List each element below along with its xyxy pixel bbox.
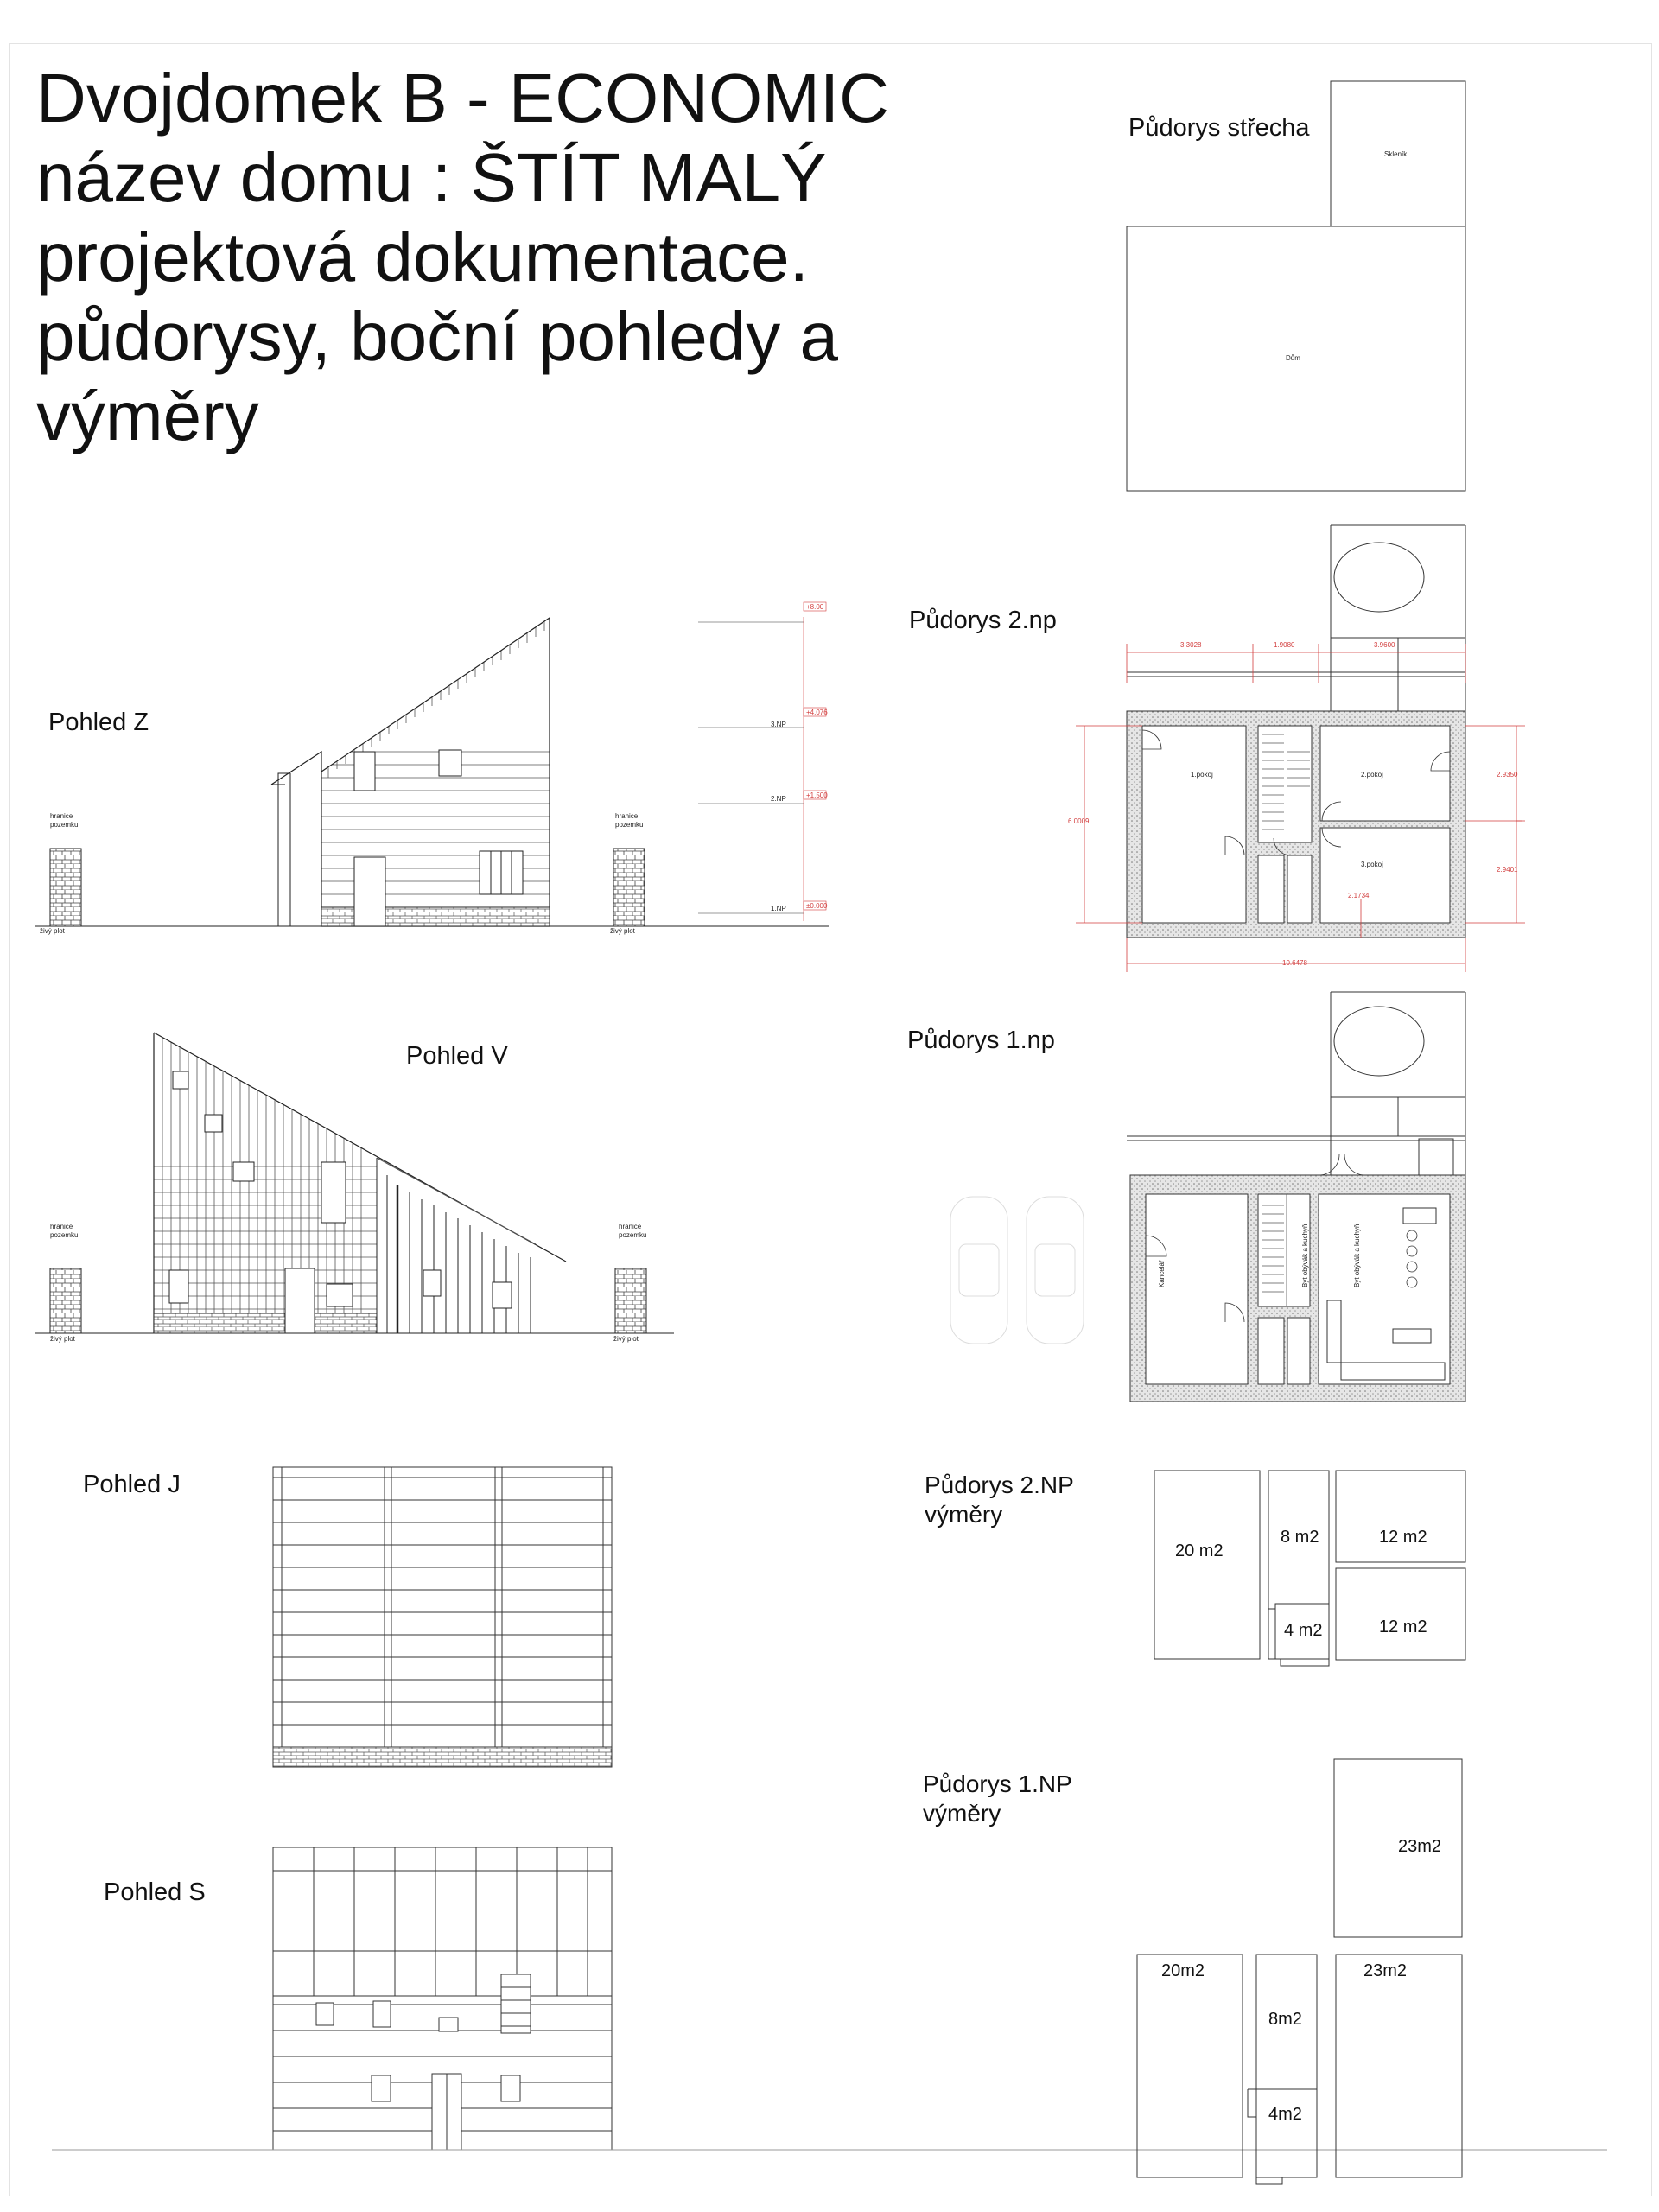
area-1np-room-4: 23m2 (1363, 1961, 1408, 1980)
level-mark-ground: ±0.000 (806, 902, 828, 910)
title-line-3: projektová dokumentace. (36, 219, 809, 296)
room-1np-flat-a: Byt obývák a kuchyň (1301, 1224, 1309, 1287)
elevation-north (273, 1847, 612, 2150)
elevation-east (35, 1028, 674, 1335)
east-boundary-left-2: pozemku (50, 1231, 79, 1239)
room-2np-1: 1.pokoj (1191, 771, 1213, 779)
roof-label-greenhouse: Skleník (1384, 150, 1408, 158)
view-label-north: Pohled S (104, 1878, 206, 1906)
view-label-west: Pohled Z (48, 709, 149, 736)
area-title-1np-line1: Půdorys 1.NP (923, 1770, 1072, 1797)
area-1np-room-3: 8m2 (1268, 2010, 1302, 2029)
room-2np-3: 3.pokoj (1361, 861, 1383, 868)
area-2np-room-1: 20 m2 (1175, 1541, 1224, 1560)
plan-label-1np: Půdorys 1.np (907, 1027, 1055, 1054)
west-boundary-left-2: pozemku (50, 821, 79, 829)
area-1np-room-1: 23m2 (1398, 1837, 1442, 1856)
west-boundary-left-1: hranice (50, 812, 73, 820)
dim-2np-depth-right-lower: 2.9401 (1497, 866, 1518, 874)
west-boundary-right-1: hranice (615, 812, 639, 820)
floor-plan-2np (1076, 525, 1525, 972)
roof-label-house: Dům (1286, 354, 1300, 362)
area-1np-room-5: 4m2 (1268, 2105, 1302, 2124)
level-name-3np: 3.NP (771, 721, 786, 728)
parked-cars-outline (950, 1197, 1084, 1344)
east-boundary-left-1: hranice (50, 1223, 73, 1230)
west-boundary-right-2: pozemku (615, 821, 644, 829)
title-line-4: půdorysy, boční pohledy a (36, 298, 839, 375)
area-title-2np-line1: Půdorys 2.NP (925, 1471, 1074, 1498)
elevation-south (273, 1467, 612, 1767)
east-boundary-right-2: pozemku (619, 1231, 647, 1239)
view-label-south: Pohled J (83, 1471, 181, 1498)
title-line-5: výměry (36, 378, 259, 454)
area-1np-room-2: 20m2 (1161, 1961, 1205, 1980)
view-label-east: Pohled V (406, 1042, 508, 1070)
dim-2np-width-3: 3.9600 (1374, 641, 1395, 649)
level-mark-2np: +1.500 (806, 791, 828, 799)
elevation-west (35, 602, 830, 926)
title-line-1: Dvojdomek B - ECONOMIC (36, 60, 889, 137)
dim-2np-width-1: 3.3028 (1180, 641, 1202, 649)
level-name-1np: 1.NP (771, 905, 786, 912)
west-hedge-right: živý plot (610, 927, 635, 935)
dim-2np-depth-left: 6.0009 (1068, 817, 1090, 825)
room-1np-flat-b: Byt obývák a kuchyň (1353, 1224, 1361, 1287)
title-line-2: název domu : ŠTÍT MALÝ (36, 139, 827, 216)
roof-plan (1127, 81, 1465, 491)
east-boundary-right-1: hranice (619, 1223, 642, 1230)
east-hedge-left: živý plot (50, 1335, 75, 1343)
plan-label-2np: Půdorys 2.np (909, 607, 1057, 634)
area-2np-room-2: 8 m2 (1281, 1528, 1319, 1547)
area-title-2np-line2: výměry (925, 1501, 1003, 1528)
dim-2np-inner: 2.1734 (1348, 892, 1370, 899)
area-2np-room-4: 4 m2 (1284, 1621, 1323, 1640)
level-mark-3np: +4.076 (806, 709, 828, 716)
area-title-2np (925, 1471, 1074, 1529)
area-title-1np-line2: výměry (923, 1800, 1001, 1827)
dim-2np-depth-right-upper: 2.9350 (1497, 771, 1518, 779)
east-hedge-right: živý plot (613, 1335, 639, 1343)
area-2np-room-5: 12 m2 (1379, 1618, 1427, 1637)
area-2np-room-3: 12 m2 (1379, 1528, 1427, 1547)
plan-label-roof: Půdorys střecha (1128, 114, 1310, 142)
dim-2np-total: 10.6478 (1282, 959, 1307, 967)
dim-2np-width-2: 1.9080 (1274, 641, 1295, 649)
level-mark-top: +8.00 (806, 603, 824, 611)
level-name-2np: 2.NP (771, 795, 786, 803)
west-hedge-left: živý plot (40, 927, 65, 935)
area-title-1np (923, 1770, 1072, 1828)
room-2np-2: 2.pokoj (1361, 771, 1383, 779)
room-1np-office: Kancelář (1158, 1260, 1166, 1287)
